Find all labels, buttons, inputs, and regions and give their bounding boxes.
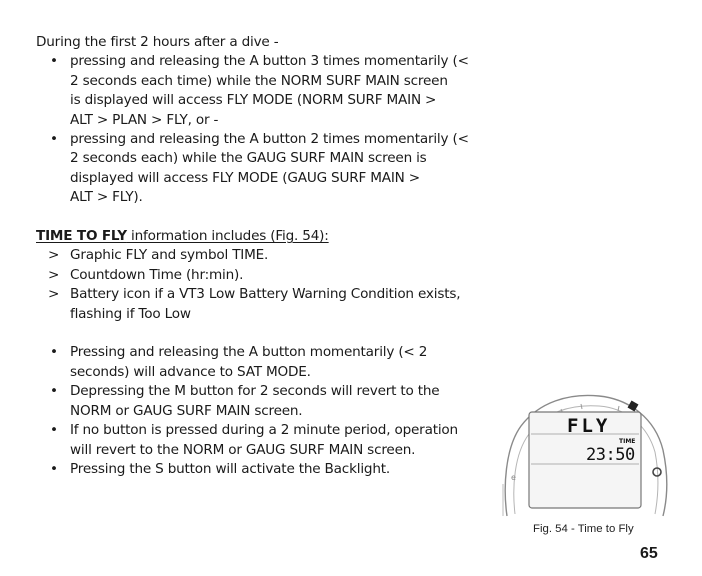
dive-computer-figure bbox=[499, 388, 671, 528]
display-label: TIME bbox=[619, 438, 636, 445]
intro-bullet bbox=[36, 130, 486, 208]
bullet-line: NORM or GAUG SURF MAIN screen. bbox=[70, 402, 303, 419]
arrow-marker: > bbox=[48, 286, 60, 303]
action-bullet bbox=[36, 460, 486, 479]
body-text bbox=[36, 33, 486, 479]
info-item bbox=[36, 246, 486, 265]
action-bullet bbox=[36, 421, 486, 460]
action-bullet bbox=[36, 343, 486, 382]
info-item bbox=[36, 266, 486, 285]
item-line: Graphic FLY and symbol TIME. bbox=[70, 247, 269, 264]
bullet-line: Pressing the S button will activate the Backlight. bbox=[70, 460, 391, 477]
heading-bold: TIME TO FLY bbox=[36, 228, 127, 245]
intro-bullet bbox=[36, 52, 486, 130]
bullet-marker: • bbox=[50, 53, 58, 70]
bullet-line: Depressing the M button for 2 seconds will revert to the bbox=[70, 383, 440, 400]
bullet-line: pressing and releasing the A button 2 times momentarily (< bbox=[70, 131, 469, 148]
item-line: Countdown Time (hr:min). bbox=[70, 266, 244, 283]
display-time: 23:50 bbox=[586, 445, 635, 465]
bullet-line: ALT > PLAN > FLY, or - bbox=[70, 111, 219, 128]
display-mode: FLY bbox=[567, 415, 611, 437]
bullet-marker: • bbox=[50, 422, 58, 439]
bullet-line: 2 seconds each time) while the NORM SURF MAIN screen bbox=[70, 72, 448, 89]
arrow-marker: > bbox=[48, 266, 60, 283]
bullet-line: Pressing and releasing the A button momentarily (< 2 bbox=[70, 344, 428, 361]
bullet-line: is displayed will access FLY MODE (NORM SURF MAIN > bbox=[70, 92, 437, 109]
spacer bbox=[36, 324, 486, 343]
item-line: Battery icon if a VT3 Low Battery Warning Condition exists, bbox=[70, 286, 461, 303]
bullet-line: If no button is pressed during a 2 minute period, operation bbox=[70, 422, 458, 439]
heading-rest: information includes (Fig. 54): bbox=[126, 228, 329, 245]
bullet-line: 2 seconds each) while the GAUG SURF MAIN screen is bbox=[70, 150, 427, 167]
arrow-marker: > bbox=[48, 247, 60, 264]
bullet-line: displayed will access FLY MODE (GAUG SURF MAIN > bbox=[70, 169, 420, 186]
action-bullet bbox=[36, 382, 486, 421]
bullet-line: ALT > FLY). bbox=[70, 189, 143, 206]
section-heading bbox=[36, 227, 486, 246]
page-number: 65 bbox=[640, 545, 658, 562]
bullet-line: pressing and releasing the A button 3 times momentarily (< bbox=[70, 53, 469, 70]
bullet-line: will revert to the NORM or GAUG SURF MAIN screen. bbox=[70, 441, 416, 458]
bullet-line: seconds) will advance to SAT MODE. bbox=[70, 363, 311, 380]
bullet-marker: • bbox=[50, 344, 58, 361]
label-left: e bbox=[511, 473, 516, 482]
bullet-marker: • bbox=[50, 383, 58, 400]
info-item bbox=[36, 285, 486, 324]
intro-lead: During the first 2 hours after a dive - bbox=[36, 34, 279, 50]
item-line: flashing if Too Low bbox=[70, 305, 191, 322]
figure-caption: Fig. 54 - Time to Fly bbox=[533, 523, 634, 535]
bullet-marker: • bbox=[50, 131, 58, 148]
bullet-marker: • bbox=[50, 460, 58, 477]
